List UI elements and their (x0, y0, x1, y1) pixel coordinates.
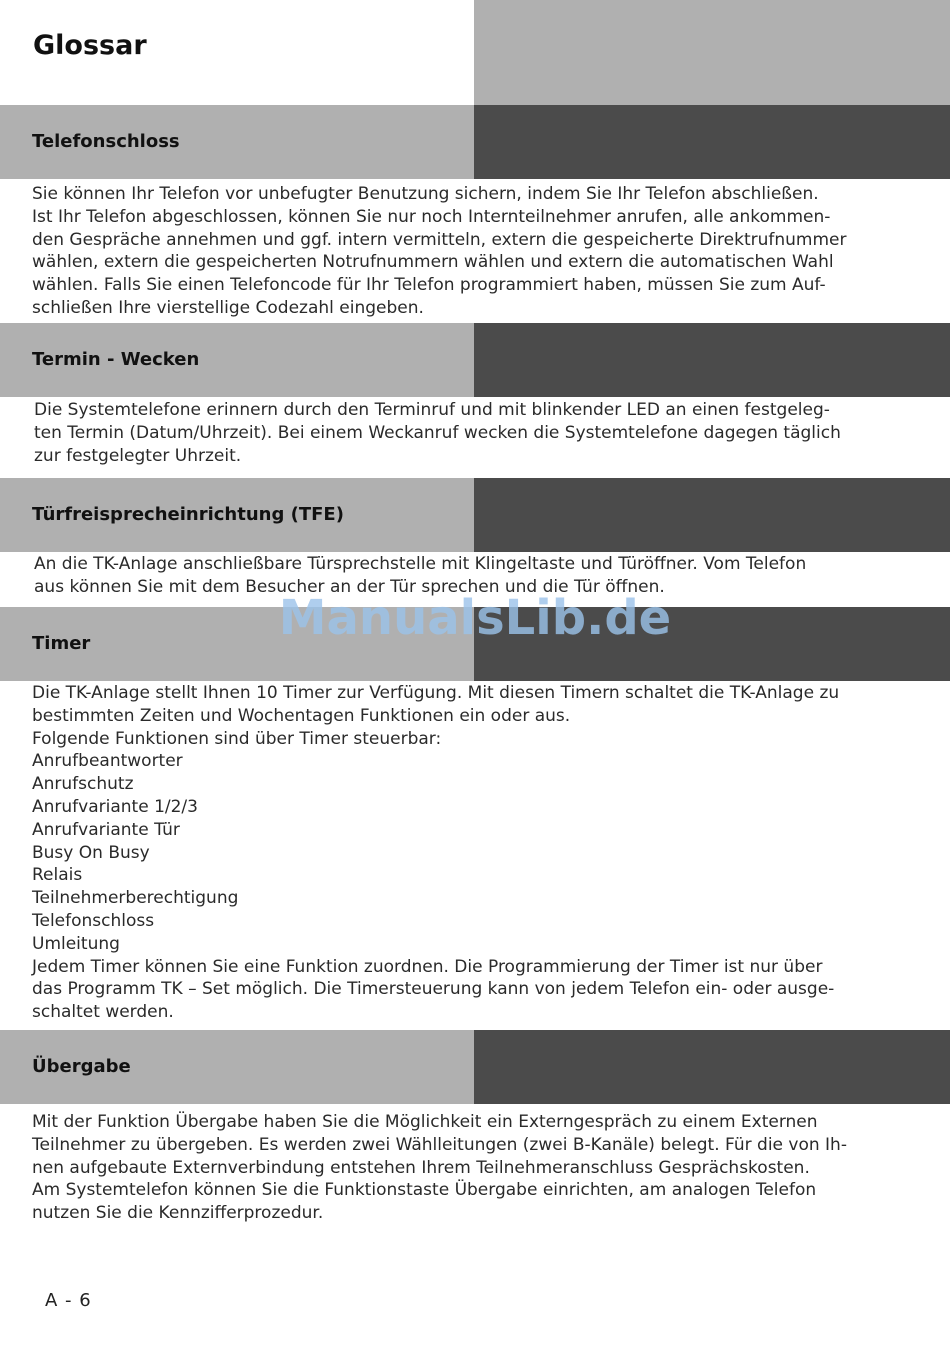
text-line: Ist Ihr Telefon abgeschlossen, können Sie nur noch Internteilnehmer anrufen, alle ankommen- (32, 206, 831, 227)
section-text-telefonschloss (32, 183, 892, 320)
text-line: wählen, extern die gespeicherten Notrufnummern wählen und extern die automatischen Wahl (32, 252, 834, 273)
section-heading-uebergabe: Übergabe (32, 1056, 131, 1077)
text-line: wählen. Falls Sie einen Telefoncode für Ihr Telefon programmiert haben, müssen Sie zum Auf- (32, 275, 826, 296)
list-item: Teilnehmerberechtigung (32, 888, 239, 909)
section-heading-telefonschloss: Telefonschloss (32, 131, 180, 152)
section-band-tfe (0, 478, 950, 552)
list-item: Relais (32, 865, 83, 886)
text-line: aus können Sie mit dem Besucher an der Tür sprechen und die Tür öffnen. (34, 576, 665, 597)
page-number: A - 6 (45, 1290, 92, 1311)
list-item: Anrufvariante Tür (32, 819, 180, 840)
text-line: ten Termin (Datum/Uhrzeit). Bei einem Weckanruf wecken die Systemtelefone dagegen täglich (34, 422, 841, 443)
text-line: An die TK-Anlage anschließbare Türsprechstelle mit Klingeltaste und Türöffner. Vom Telefon (34, 554, 807, 574)
section-text-uebergabe (32, 1111, 892, 1225)
header-gray-block (474, 0, 950, 105)
text-line: Sie können Ihr Telefon vor unbefugter Benutzung sichern, indem Sie Ihr Telefon abschließen. (32, 184, 819, 204)
text-line: schließen Ihre vierstellige Codezahl eingeben. (32, 297, 424, 318)
list-item: Umleitung (32, 933, 120, 954)
text-line: den Gespräche annehmen und ggf. intern vermitteln, extern die gespeicherte Direktrufnummer (32, 229, 847, 250)
text-line: schaltet werden. (32, 1002, 174, 1023)
text-line: zur festgelegter Uhrzeit. (34, 445, 242, 466)
list-item: Anrufschutz (32, 774, 134, 795)
text-line: Folgende Funktionen sind über Timer steuerbar: (32, 728, 442, 749)
text-line: Die TK-Anlage stellt Ihnen 10 Timer zur Verfügung. Mit diesen Timern schaltet die TK-Anlage zu (32, 683, 840, 703)
text-line: Jedem Timer können Sie eine Funktion zuordnen. Die Programmierung der Timer ist nur über (32, 956, 823, 977)
list-item: Telefonschloss (32, 910, 155, 931)
text-line: Die Systemtelefone erinnern durch den Terminruf und mit blinkender LED an einen festgeleg- (34, 400, 830, 420)
section-heading-termin-wecken: Termin - Wecken (32, 349, 200, 370)
text-line: Am Systemtelefon können Sie die Funktionstaste Übergabe einrichten, am analogen Telefon (32, 1180, 817, 1201)
section-band-telefonschloss (0, 105, 950, 179)
text-line: das Programm TK – Set möglich. Die Timersteuerung kann von jedem Telefon ein- oder ausge- (32, 979, 835, 1000)
section-text-timer (32, 682, 892, 1024)
watermark: ManualsLib.de (278, 590, 672, 646)
list-item: Anrufbeantworter (32, 751, 183, 772)
text-line: nutzen Sie die Kennzifferprozedur. (32, 1203, 324, 1224)
text-line: nen aufgebaute Externverbindung entstehen Ihrem Teilnehmeranschluss Gesprächskosten. (32, 1157, 810, 1178)
text-line: Teilnehmer zu übergeben. Es werden zwei Wählleitungen (zwei B-Kanäle) belegt. Für die von Ih- (32, 1134, 847, 1155)
section-band-uebergabe (0, 1030, 950, 1104)
text-line: bestimmten Zeiten und Wochentagen Funktionen ein oder aus. (32, 705, 571, 726)
section-heading-tfe: Türfreisprecheinrichtung (TFE) (32, 504, 344, 525)
list-item: Anrufvariante 1/2/3 (32, 796, 198, 817)
text-line: Mit der Funktion Übergabe haben Sie die Möglichkeit ein Externgespräch zu einem Externen (32, 1112, 818, 1132)
page-title: Glossar (33, 30, 147, 61)
list-item: Busy On Busy (32, 842, 150, 863)
section-heading-timer: Timer (32, 633, 91, 654)
section-text-termin-wecken (34, 399, 894, 467)
section-band-termin-wecken (0, 323, 950, 397)
